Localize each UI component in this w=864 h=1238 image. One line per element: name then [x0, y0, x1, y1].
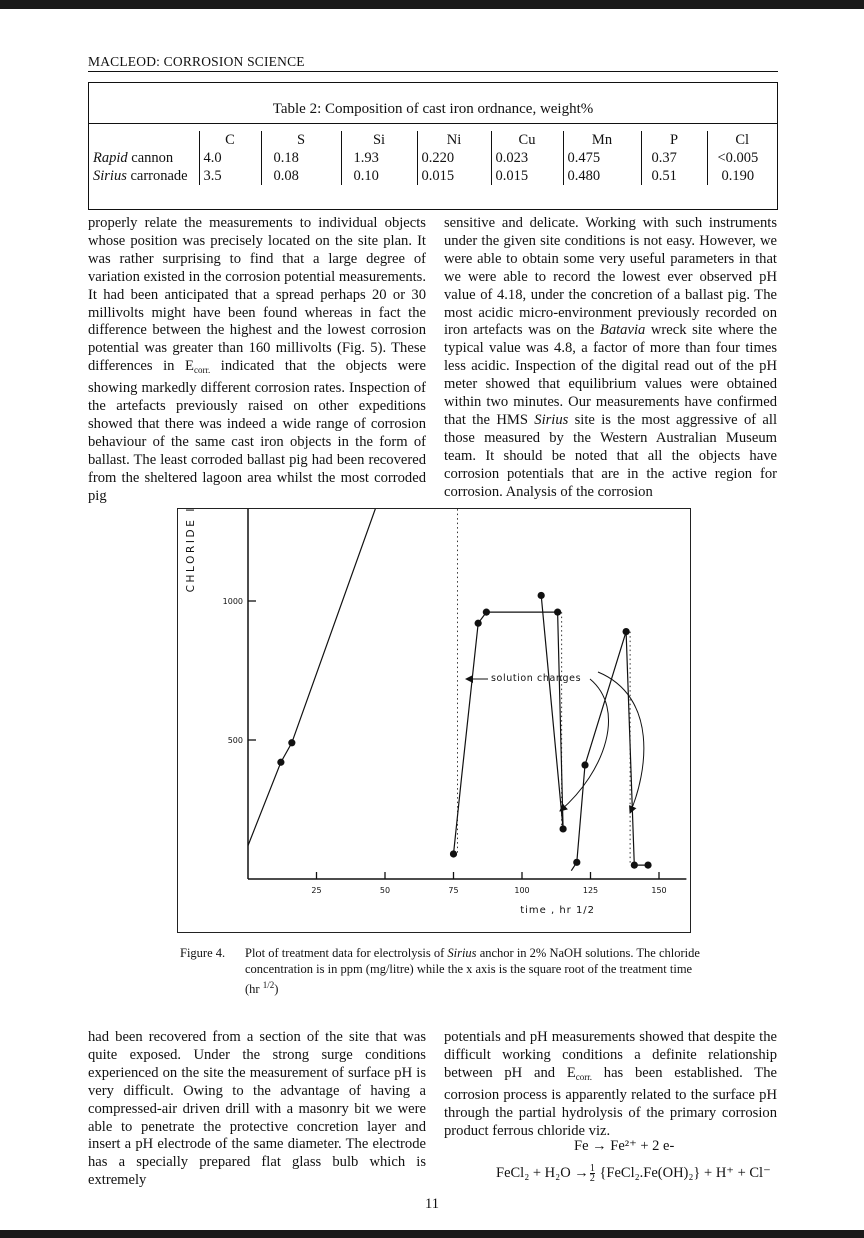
data-point	[450, 850, 457, 857]
y-tick-label: 500	[227, 736, 243, 745]
row-label: Sirius carronade	[93, 167, 188, 184]
running-head: MACLEOD: CORROSION SCIENCE	[88, 54, 778, 72]
table-cell: 0.220	[417, 149, 491, 167]
data-point	[554, 609, 561, 616]
x-tick-label: 125	[582, 886, 599, 895]
table-row	[89, 167, 777, 185]
table-cell: 0.475	[563, 149, 641, 167]
data-point	[623, 628, 630, 635]
figure-caption-text: Plot of treatment data for electrolysis of Sirius anchor in 2% NaOH solutions. The chloride concentration is in ppm (mg/litre) while the x axis is the square root of the treatment time (hr $^{1/2}$)	[245, 946, 700, 997]
data-point	[483, 609, 490, 616]
table-header-row	[89, 131, 777, 149]
scan-top-edge	[0, 0, 864, 9]
data-point	[631, 862, 638, 869]
table-caption: Table 2: Composition of cast iron ordnance, weight%	[272, 101, 594, 117]
equation-2: FeCl₂ + H₂O → $\frac{1}{2}$ {FeCl₂.Fe(OH)₂} + H⁺ + Cl⁻	[496, 1163, 771, 1184]
table-header-cell: Mn	[563, 131, 641, 149]
table-header-cell	[89, 131, 199, 149]
table-row	[89, 149, 777, 167]
body-text-bottom-left	[88, 1029, 426, 1190]
x-tick-label: 150	[651, 886, 667, 895]
page-number: 11	[425, 1196, 439, 1212]
table-header-cell: Si	[341, 131, 417, 149]
table-cell: 0.015	[417, 167, 491, 185]
table-header-cell: Ni	[417, 131, 491, 149]
table-cell: <0.005	[707, 149, 777, 167]
data-point	[573, 859, 580, 866]
table-cell: 3.5	[199, 167, 261, 185]
series-line	[248, 509, 459, 846]
scan-bottom-edge	[0, 1230, 864, 1238]
data-point	[277, 759, 284, 766]
data-point	[560, 825, 567, 832]
composition-table	[88, 82, 778, 210]
paragraph: had been recovered from a section of the site that was quite exposed. Under the strong surge conditions experienced on the site the measurement of surface pH is very difficult. Owing to the advantage of having a compressed-air driven drill with a masonry bit we were able to penetrate the protective concretion layer and insert a pH electrode of the same diameter. The electrode has a specially prepared flat glass bulb which is extremely	[88, 1029, 426, 1189]
figure-label: Figure 4.	[180, 946, 226, 960]
table-header-cell: S	[261, 131, 341, 149]
x-tick-label: 50	[379, 886, 391, 895]
table-cell: 0.015	[491, 167, 563, 185]
row-label: Rapid cannon	[93, 149, 174, 166]
table-header-cell: Cl	[707, 131, 777, 149]
annotation-arrow	[598, 672, 644, 813]
body-text-top-left	[88, 215, 426, 506]
x-axis-label: time , hr 1/2	[520, 905, 596, 916]
table-cell: 0.18	[261, 149, 341, 167]
table-cell: 0.190	[707, 167, 777, 185]
data-point	[581, 761, 588, 768]
annotation-label: solution changes	[491, 673, 582, 684]
x-tick-label: 100	[514, 886, 530, 895]
table-cell: 0.51	[641, 167, 707, 185]
table-header-cell: P	[641, 131, 707, 149]
series-line	[454, 595, 564, 854]
table-cell: 0.10	[341, 167, 417, 185]
table-cell: 0.023	[491, 149, 563, 167]
paragraph: potentials and pH measurements showed that despite the difficult working conditions a definite relationship between pH and $E_{corr.}$ has been established. The corrosion process is apparently related to the surface pH through the partial hydrolysis of the primary corrosion product ferrous chloride viz.	[444, 1029, 777, 1139]
paragraph: sensitive and delicate. Working with such instruments under the given site conditions is not easy. However, we were able to obtain some very useful parameters in that we were able to record the lowest ever observed pH value of 4.18, under the concretion of a ballast pig. The most acidic micro-environment previously recorded on iron artefacts was on the Batavia wreck site where the typical value was 4.8, a factor of more than four times less acidic. Inspection of the digital read out of the pH meter showed that equilibrium values were obtained within two minutes. Our measurements have confirmed that the HMS Sirius site is the most aggressive of all those measured by the Western Australian Museum team. It should be noted that all the objects have corrosion potentials that are in the active region for corrosion. Analysis of the corrosion	[444, 215, 778, 500]
body-text-bottom-right	[444, 1029, 777, 1140]
chloride-chart	[178, 509, 690, 932]
x-tick-label: 25	[311, 886, 322, 895]
table-header-cell: Cu	[491, 131, 563, 149]
data-point	[288, 739, 295, 746]
table-cell: 4.0	[199, 149, 261, 167]
data-point	[538, 592, 545, 599]
y-tick-label: 1000	[222, 597, 243, 606]
table-grid	[89, 123, 777, 185]
table-cell: 1.93	[341, 149, 417, 167]
table-cell: 0.480	[563, 167, 641, 185]
series-line	[571, 632, 648, 871]
paragraph: properly relate the measurements to individual objects whose position was precisely located on the site plan. It was rather surprising to find that a large degree of variation existed in the corrosion potential measurements. It had been anticipated that a spread perhaps 20 or 30 millivolts might have been found whereas in fact the difference between the highest and the lowest corrosion potential was greater than 160 millivolts (Fig. 5). These differences in $E_{corr.}$ indicated that the objects were showing markedly different corrosion rates. Inspection of the artefacts previously raised on other expeditions showed that there was indeed a wide range of corrosion behaviour of the same cast iron objects in the form of ballast. The least corroded ballast pig had been recovered from the sheltered lagoon area whilst the most corroded pig	[88, 215, 426, 504]
figure-4-frame	[177, 508, 691, 933]
x-tick-label: 75	[448, 886, 459, 895]
annotation-arrow	[560, 679, 609, 811]
table-header-cell: C	[199, 131, 261, 149]
body-text-top-right	[444, 215, 777, 502]
equation-1: Fe → Fe²⁺ + 2 e-	[574, 1138, 675, 1154]
table-cell: 0.08	[261, 167, 341, 185]
data-point	[475, 620, 482, 627]
y-axis-label: CHLORIDE IONS ppm .	[185, 509, 197, 593]
data-point	[644, 862, 651, 869]
table-cell: 0.37	[641, 149, 707, 167]
